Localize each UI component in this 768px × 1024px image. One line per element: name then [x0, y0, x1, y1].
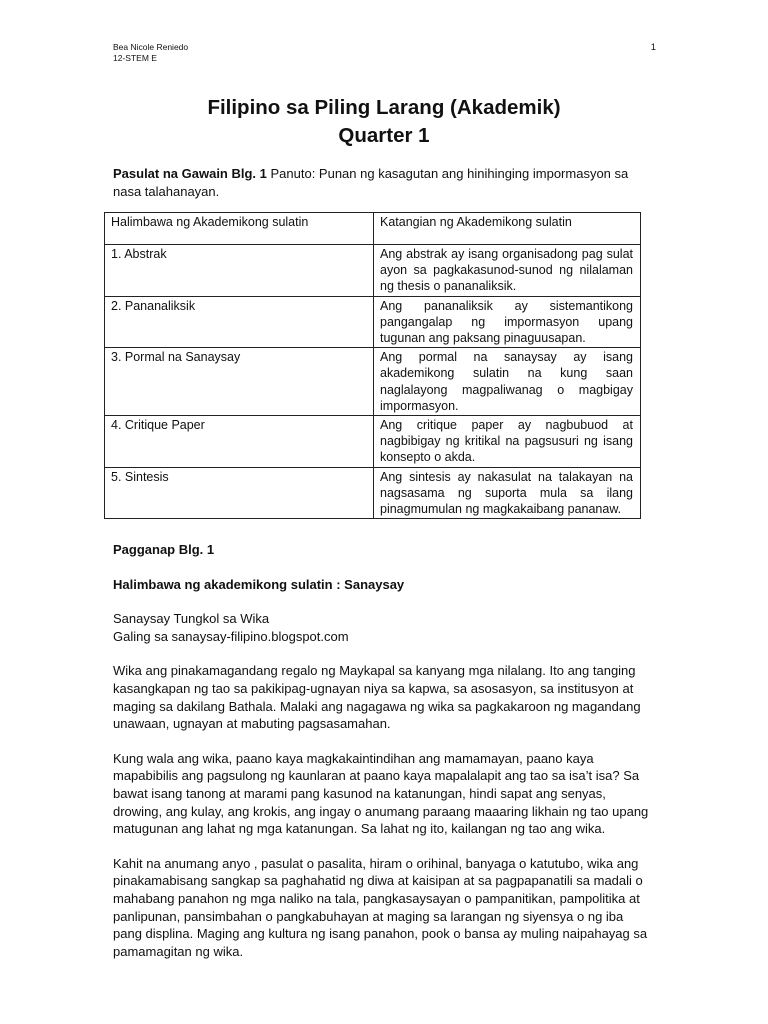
essay-meta — [113, 610, 653, 645]
academic-writing-table — [104, 212, 641, 519]
title-line-1: Filipino sa Piling Larang (Akademik) — [207, 96, 561, 119]
instructions — [113, 165, 653, 201]
example-cell: 4. Critique Paper — [105, 416, 374, 468]
page-header — [113, 42, 188, 64]
activity-section — [113, 541, 653, 977]
instructions-label: Pasulat na Gawain Blg. 1 — [113, 166, 267, 181]
description-cell: Ang pananaliksik ay sistemantikong pangangalap ng impormasyon upang tugunan ang paksang pinaguusapan. — [374, 296, 641, 348]
essay-paragraph: Kahit na anumang anyo , pasulat o pasalita, hiram o orihinal, banyaga o katutubo, wika ang pinakamabisang sangkap sa paghahatid ng diwa at kaisipan at sa pagpapanatili sa madali o mahabang panahon ng mga naliko na tala, pangkasaysayan o pampanitikan, pampolitika at panlipunan, pansimbahan o pangkabuhayan at maging sa larangan ng siyensya o ng iba pang displina. Maging ang kultura ng isang panahon, pook o bansa ay muling naipahayag sa pamamagitan ng wika. — [113, 855, 648, 959]
example-cell: 3. Pormal na Sanaysay — [105, 348, 374, 416]
column-header-example: Halimbawa ng Akademikong sulatin — [105, 213, 374, 245]
essay-title: Sanaysay Tungkol sa Wika — [113, 611, 270, 627]
section-label: 12-STEM E — [113, 53, 157, 63]
description-cell: Ang abstrak ay isang organisadong pag sulat ayon sa pagkakasunod-sunod ng nilalaman ng thesis o pananaliksik. — [374, 245, 641, 297]
table-row — [105, 467, 641, 519]
description-cell: Ang critique paper ay nagbubuod at nagbibigay ng kritikal na pagsusuri ng isang konsepto o akda. — [374, 416, 641, 468]
example-cell: 2. Pananaliksik — [105, 296, 374, 348]
example-cell: 1. Abstrak — [105, 245, 374, 297]
essay-paragraph: Wika ang pinakamagandang regalo ng Maykapal sa kanyang mga nilalang. Ito ang tanging kasangkapan ng tao sa pakikipag-ugnayan niya sa kapwa, sa asosasyon, sa institusyon at maging sa dakilang Bathala. Malaki ang nagagawa ng wika sa pagkakaroon ng magandang unawaan, ugnayan at mabuting pagsasamahan. — [113, 663, 641, 732]
description-cell: Ang pormal na sanaysay ay isang akademikong sulatin na kung saan naglalayong magpaliwanag o magbigay impormasyon. — [374, 348, 641, 416]
instructions-text: Panuto: Punan ng kasagutan ang hinihinging impormasyon sa nasa talahanayan. — [113, 166, 629, 199]
description-cell: Ang sintesis ay nakasulat na talakayan na nagsasama ng suporta mula sa ilang pinagmumulan ng magkakaibang pananaw. — [374, 467, 641, 519]
page-number: 1 — [650, 42, 656, 53]
table-row — [105, 245, 641, 297]
table-row — [105, 348, 641, 416]
table-header-row — [105, 213, 641, 245]
example-cell: 5. Sintesis — [105, 467, 374, 519]
essay-source: Galing sa sanaysay-filipino.blogspot.com — [113, 628, 349, 644]
table-row — [105, 416, 641, 468]
column-header-description: Katangian ng Akademikong sulatin — [374, 213, 641, 245]
author-name: Bea Nicole Reniedo — [113, 42, 189, 52]
table-row — [105, 296, 641, 348]
essay-paragraph: Kung wala ang wika, paano kaya magkakaintindihan ang mamamayan, paano kaya mapabibilis ang pagsulong ng kaunlaran at paano kaya mapalalapit ang tao sa isa’t isa? Sa bawat isang tanong at marami pang kasunod na katanungan, hindi sapat ang senyas, drowing, ang kulay, ang krokis, ang ingay o anumang paraang maaaring likhain ng tao upang matugunan ang lahat ng mga katanungan. Sa lahat ng ito, kailangan ng tao ang wika. — [113, 750, 649, 837]
activity-subheading: Halimbawa ng akademikong sulatin : Sanaysay — [113, 576, 405, 592]
title-line-2: Quarter 1 — [338, 124, 430, 147]
activity-heading: Pagganap Blg. 1 — [113, 542, 215, 557]
page-title — [0, 94, 768, 150]
